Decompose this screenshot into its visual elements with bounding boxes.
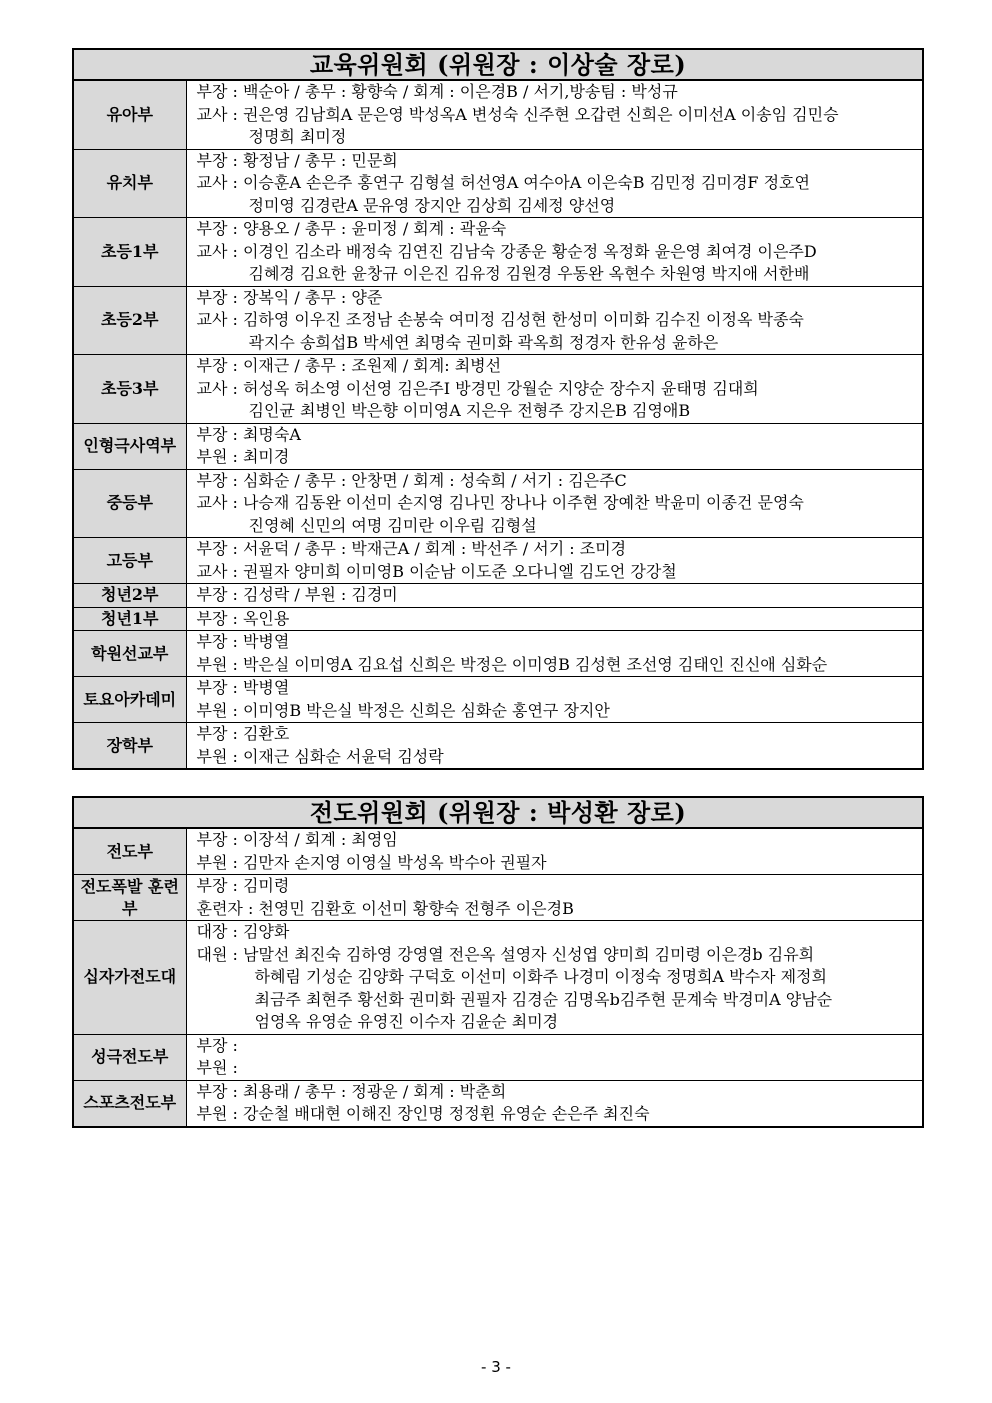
department-row (73, 355, 923, 424)
department-row (73, 828, 923, 875)
department-members (186, 875, 923, 921)
department-members (186, 723, 923, 770)
department-name: 장학부 (73, 723, 186, 770)
department-name: 성극전도부 (73, 1034, 186, 1080)
education-committee-table (72, 48, 924, 770)
member-line: 부장 : 옥인용 (196, 608, 290, 628)
department-row (73, 1034, 923, 1080)
department-members (186, 149, 923, 218)
department-members (186, 80, 923, 149)
member-line: 부원 : 이미영B 박은실 박정은 신희은 심화순 홍연구 장지안 (196, 700, 610, 720)
department-name: 초등3부 (73, 355, 186, 424)
member-line: 교사 : 이경인 김소라 배정숙 김연진 김남숙 강종운 황순정 옥정화 윤은영 최여경 이은주D (196, 241, 817, 261)
department-name: 유아부 (73, 80, 186, 149)
member-line: 정명희 최미정 (248, 127, 347, 146)
department-members (186, 423, 923, 469)
department-members (186, 355, 923, 424)
department-row (73, 1080, 923, 1127)
member-line: 훈련자 : 천영민 김환호 이선미 황향숙 전형주 이은경B (196, 898, 574, 918)
department-members (186, 1034, 923, 1080)
member-line: 부원 : 박은실 이미영A 김요섭 신희은 박정은 이미영B 김성현 조선영 김태인 진신애 심화순 (196, 654, 828, 674)
department-row (73, 538, 923, 584)
department-row (73, 80, 923, 149)
department-name: 토요아카데미 (73, 677, 186, 723)
evangelism-committee-title: 전도위원회 (위원장 : 박성환 장로) (73, 797, 923, 828)
member-line: 부원 : 김만자 손지영 이영실 박성옥 박수아 권필자 (196, 852, 547, 872)
member-line: 부장 : 양용오 / 총무 : 윤미정 / 회계 : 곽윤숙 (196, 219, 507, 238)
member-line: 교사 : 허성옥 허소영 이선영 김은주I 방경민 강월순 지양순 장수지 윤태명 김대희 (196, 378, 759, 398)
member-line: 부장 : 황정남 / 총무 : 민문희 (196, 150, 398, 170)
department-members (186, 469, 923, 538)
member-line: 부장 : 장복익 / 총무 : 양준 (196, 287, 383, 307)
member-line: 부장 : 이장석 / 회계 : 최영임 (196, 830, 398, 849)
member-line: 부장 : 이재근 / 총무 : 조원제 / 회계: 최병선 (196, 356, 502, 375)
department-members (186, 538, 923, 584)
department-name: 학원선교부 (73, 631, 186, 677)
member-line: 최금주 최현주 황선화 권미화 권필자 김경순 김명옥b김주현 문계숙 박경미A 양남순 (254, 989, 833, 1009)
department-name: 초등1부 (73, 218, 186, 287)
department-row (73, 469, 923, 538)
department-name: 십자가전도대 (73, 921, 186, 1035)
department-members (186, 607, 923, 631)
department-name: 전도부 (73, 828, 186, 875)
department-name: 중등부 (73, 469, 186, 538)
member-line: 부장 : 박병열 (196, 632, 290, 651)
department-row (73, 423, 923, 469)
member-line: 정미영 김경란A 문유영 장지안 김상희 김세정 양선영 (248, 195, 616, 215)
department-members (186, 218, 923, 287)
member-line: 부장 : 최용래 / 총무 : 정광운 / 회계 : 박춘희 (196, 1081, 507, 1101)
member-line: 부원 : 최미경 (196, 447, 290, 466)
member-line: 대원 : 남말선 최진숙 김하영 강영열 전은옥 설영자 신성엽 양미희 김미령 이은경b 김유희 (196, 944, 815, 964)
department-name: 청년1부 (73, 607, 186, 631)
department-members (186, 677, 923, 723)
education-committee-title: 교육위원회 (위원장 : 이상술 장로) (73, 49, 923, 80)
member-line: 진영혜 신민의 여명 김미란 이우림 김형설 (248, 515, 537, 535)
department-name: 전도폭발 훈련부 (73, 875, 186, 921)
department-row (73, 723, 923, 770)
department-row (73, 631, 923, 677)
member-line: 부장 : 최명숙A (196, 424, 301, 444)
member-line: 엄영옥 유영순 유영진 이수자 김윤순 최미경 (254, 1012, 559, 1031)
member-line: 부원 : 강순철 배대현 이해진 장인명 정정휜 유영순 손은주 최진숙 (196, 1104, 650, 1123)
member-line: 교사 : 권필자 양미희 이미영B 이순남 이도준 오다니엘 김도언 강강철 (196, 561, 677, 581)
member-line: 교사 : 나승재 김동완 이선미 손지영 김나민 장나나 이주현 장예찬 박윤미 이종건 문영숙 (196, 493, 804, 512)
member-line: 부장 : 심화순 / 총무 : 안창면 / 회계 : 성숙희 / 서기 : 김은주C (196, 470, 627, 490)
member-line: 부장 : 김환호 (196, 724, 290, 743)
member-line: 부장 : 백순아 / 총무 : 황향숙 / 회계 : 이은경B / 서기,방송팀 : 박성규 (196, 82, 678, 101)
evangelism-committee-table (72, 796, 924, 1128)
department-row (73, 218, 923, 287)
department-row (73, 921, 923, 1035)
member-line: 부장 : 김성락 / 부원 : 김경미 (196, 585, 398, 604)
member-line: 교사 : 김하영 이우진 조정남 손봉숙 여미정 김성현 한성미 이미화 김수진 이정옥 박종숙 (196, 310, 804, 329)
member-line: 하혜림 기성순 김양화 구덕호 이선미 이화주 나경미 이정숙 정명희A 박수자 제정희 (254, 967, 827, 986)
department-name: 유치부 (73, 149, 186, 218)
department-row (73, 286, 923, 355)
department-row (73, 875, 923, 921)
member-line: 부장 : 박병열 (196, 678, 290, 697)
department-row (73, 607, 923, 631)
department-members (186, 921, 923, 1035)
department-name: 고등부 (73, 538, 186, 584)
department-row (73, 149, 923, 218)
department-name: 청년2부 (73, 584, 186, 608)
department-row (73, 677, 923, 723)
member-line: 김혜경 김요한 윤창규 이은진 김유정 김원경 우동완 옥현수 차원영 박지애 서한배 (248, 264, 810, 283)
member-line: 부장 : 김미령 (196, 876, 290, 895)
department-name: 초등2부 (73, 286, 186, 355)
member-line: 곽지수 송희섭B 박세연 최명숙 권미화 곽옥희 정경자 한유성 윤하은 (248, 332, 719, 352)
member-line: 김인균 최병인 박은향 이미영A 지은우 전형주 강지은B 김영애B (248, 401, 691, 420)
department-members (186, 286, 923, 355)
department-row (73, 584, 923, 608)
department-name: 스포츠전도부 (73, 1080, 186, 1127)
education-committee-body (73, 80, 923, 769)
member-line: 대장 : 김양화 (196, 922, 290, 941)
department-members (186, 584, 923, 608)
member-line: 부원 : (196, 1058, 238, 1077)
department-name: 인형극사역부 (73, 423, 186, 469)
member-line: 부장 : (196, 1035, 238, 1055)
department-members (186, 631, 923, 677)
department-members (186, 828, 923, 875)
evangelism-committee-body (73, 828, 923, 1127)
member-line: 부장 : 서윤덕 / 총무 : 박재근A / 회계 : 박선주 / 서기 : 조미경 (196, 539, 627, 558)
member-line: 교사 : 권은영 김남희A 문은영 박성옥A 변성숙 신주현 오갑련 신희은 이미선A 이송임 김민승 (196, 104, 839, 124)
member-line: 교사 : 이승훈A 손은주 홍연구 김형설 허선영A 여수아A 이은숙B 김민정 김미경F 정호연 (196, 173, 810, 192)
member-line: 부원 : 이재근 심화순 서윤덕 김성락 (196, 746, 444, 766)
page-number: - 3 - (481, 1358, 511, 1376)
department-members (186, 1080, 923, 1127)
